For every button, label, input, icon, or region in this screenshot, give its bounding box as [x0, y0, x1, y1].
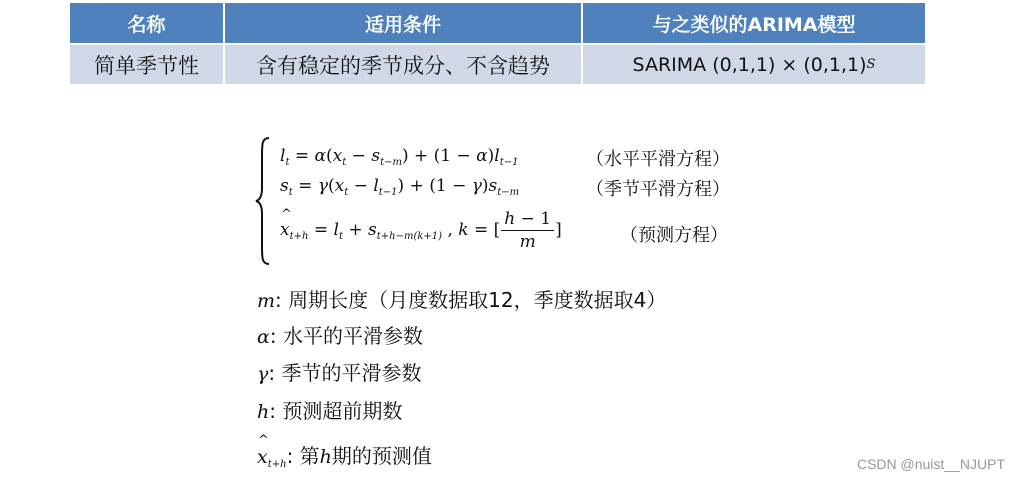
table-row	[70, 43, 925, 84]
left-brace	[255, 136, 271, 266]
cell-model	[583, 43, 925, 84]
equation-forecast-note: （预测方程）	[620, 225, 728, 246]
model-table	[70, 3, 925, 84]
def-alpha-text: 水平的平滑参数	[282, 324, 423, 348]
def-xhat-pre: 第	[299, 444, 320, 468]
def-gamma: γ: 季节的平滑参数	[257, 361, 422, 385]
equation-forecast: ^ $x_{t+h} = l_t + s_{t+h-m(k+1)}$ , k = [ $\frac{h - 1}{m}$ ]	[280, 208, 562, 253]
header-name: 名称	[70, 3, 225, 43]
equation-season-note: （季节平滑方程）	[586, 179, 730, 200]
def-h: h: 预测超前期数	[257, 399, 403, 423]
equation-level: $l_t = \alpha(x_t - s_{t-m}) + (1 - \alpha)l_{t-1}$	[280, 146, 519, 168]
def-gamma-text: 季节的平滑参数	[281, 361, 422, 385]
def-xhat: ^ $x_{t+h}$: 第h期的预测值	[257, 440, 432, 470]
header-condition: 适用条件	[225, 3, 583, 43]
cell-condition: 含有稳定的季节成分、不含趋势	[225, 43, 583, 84]
cell-name: 简单季节性	[70, 43, 225, 84]
header-model: 与之类似的ARIMA模型	[583, 3, 925, 43]
def-m: m: 周期长度（月度数据取12，季度数据取4）	[257, 288, 667, 312]
def-h-text: 预测超前期数	[282, 399, 403, 423]
model-text: SARIMA (0,1,1) × (0,1,1)	[632, 53, 867, 76]
def-xhat-post: 期的预测值	[331, 444, 432, 468]
equation-season: $s_t = \gamma(x_t - l_{t-1}) + (1 - \gamma)s_{t-m}$	[280, 176, 520, 198]
def-m-text: 周期长度（月度数据取12，季度数据取4）	[288, 288, 667, 312]
model-subscript: S	[866, 57, 876, 72]
table-header-row	[70, 3, 925, 43]
def-alpha: α: 水平的平滑参数	[257, 324, 423, 348]
equation-level-note: （水平平滑方程）	[586, 149, 730, 170]
watermark: CSDN @nuist__NJUPT	[856, 456, 1005, 472]
